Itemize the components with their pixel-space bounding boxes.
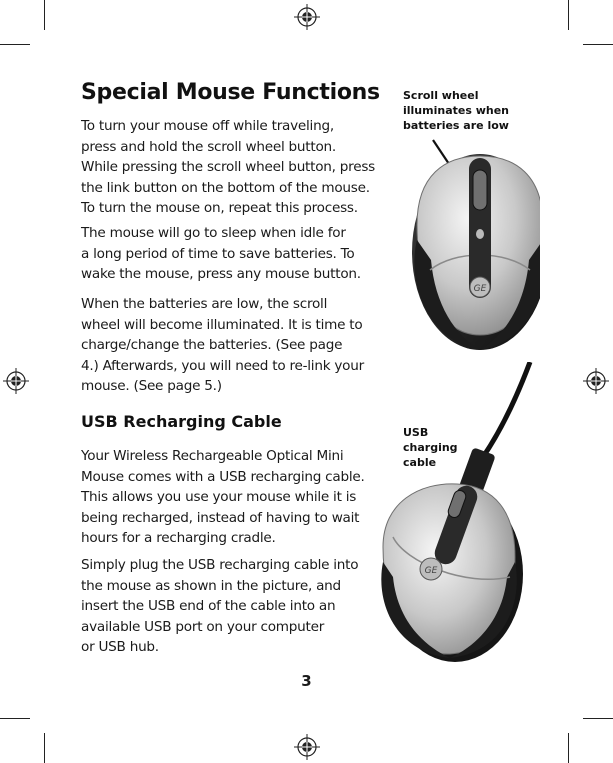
text-line: This allows you use your mouse while it is	[81, 489, 357, 505]
text-line: insert the USB end of the cable into an	[81, 598, 336, 614]
paragraph-turn-off	[81, 116, 375, 219]
label-line: cable	[403, 456, 437, 469]
usb-cable	[483, 362, 530, 457]
text-line: To turn the mouse on, repeat this process.	[81, 200, 358, 216]
ge-logo-text: GE	[424, 566, 438, 576]
scroll-wheel-label	[403, 88, 509, 133]
paragraph-plug-in	[81, 555, 358, 658]
text-line: While pressing the scroll wheel button, press	[81, 159, 375, 175]
ge-logo-text: GE	[473, 284, 487, 294]
text-line: available USB port on your computer	[81, 618, 325, 635]
crop-mark	[583, 718, 613, 719]
text-line: The mouse will go to sleep when idle for	[81, 225, 346, 241]
text-line: mouse. (See page 5.)	[81, 378, 222, 394]
link-button	[476, 229, 484, 239]
registration-mark-left	[3, 368, 29, 394]
paragraph-usb-cable	[81, 446, 365, 549]
registration-mark-top	[294, 4, 320, 30]
text-line: Your Wireless Rechargeable Optical Mini	[81, 448, 344, 464]
text-line: 4.) Afterwards, you will need to re-link your	[81, 357, 364, 374]
crop-mark	[568, 0, 569, 30]
label-line: charging	[403, 441, 458, 454]
crop-mark	[0, 44, 30, 45]
text-line: the link button on the bottom of the mouse.	[81, 179, 370, 196]
label-line: USB	[403, 426, 429, 439]
text-line: or USB hub.	[81, 639, 159, 655]
label-line: batteries are low	[403, 119, 509, 132]
text-line: wake the mouse, press any mouse button.	[81, 266, 361, 282]
paragraph-sleep	[81, 223, 361, 285]
crop-mark	[568, 733, 569, 763]
text-line: the mouse as shown in the picture, and	[81, 577, 341, 594]
section-title-special-mouse-functions: Special Mouse Functions	[81, 80, 380, 105]
text-line: charge/change the batteries. (See page	[81, 337, 343, 353]
label-line: illuminates when	[403, 104, 510, 117]
text-line: wheel will become illuminated. It is time to	[81, 316, 363, 333]
crop-mark	[44, 733, 45, 763]
text-line: hours for a recharging cradle.	[81, 530, 276, 546]
text-line: being recharged, instead of having to wait	[81, 509, 360, 526]
mouse-illustration-top	[395, 130, 540, 355]
text-line: press and hold the scroll wheel button.	[81, 138, 336, 155]
text-line: Mouse comes with a USB recharging cable.	[81, 468, 365, 485]
registration-mark-bottom	[294, 734, 320, 760]
label-line: Scroll wheel	[403, 89, 479, 102]
mouse-illustration-usb	[365, 362, 535, 662]
paragraph-low-battery	[81, 294, 364, 397]
crop-mark	[44, 0, 45, 30]
text-line: Simply plug the USB recharging cable into	[81, 557, 359, 573]
text-line: To turn your mouse off while traveling,	[81, 118, 334, 134]
crop-mark	[583, 44, 613, 45]
section-title-usb-recharging-cable: USB Recharging Cable	[81, 412, 282, 431]
text-line: a long period of time to save batteries. To	[81, 245, 355, 262]
crop-mark	[0, 718, 30, 719]
page-number: 3	[301, 672, 312, 690]
scroll-wheel	[473, 170, 487, 210]
registration-mark-right	[583, 368, 609, 394]
text-line: When the batteries are low, the scroll	[81, 296, 328, 312]
